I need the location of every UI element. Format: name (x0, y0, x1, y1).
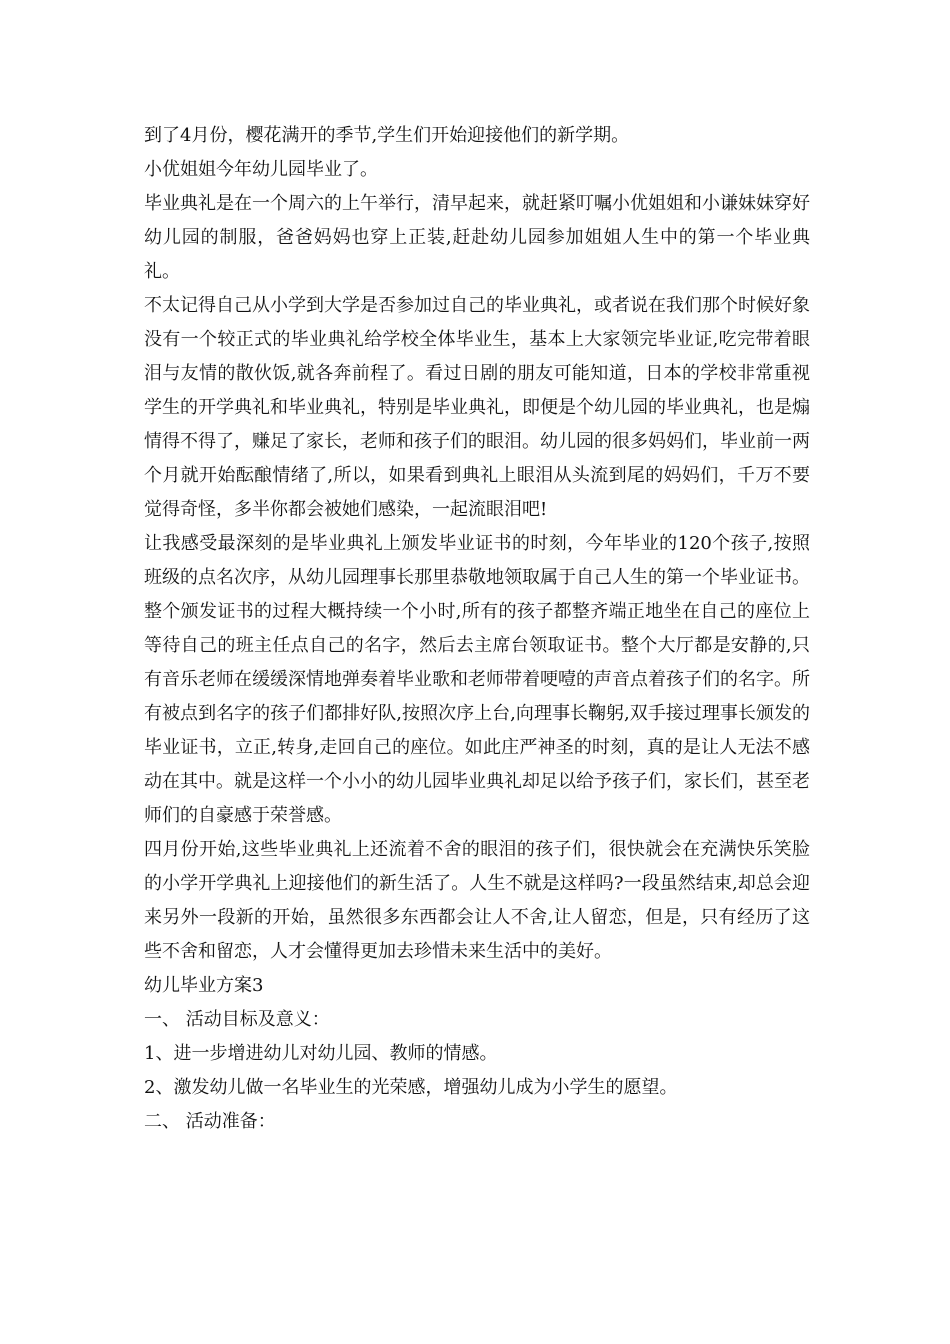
list-item-goal-2: 2、激发幼儿做一名毕业生的光荣感，增强幼儿成为小学生的愿望。 (144, 1077, 678, 1098)
paragraph-new-life: 四月份开始,这些毕业典礼上还流着不舍的眼泪的孩子们，很快就会在充满快乐笑脸的小学开学典礼上迎接他们的新生活了。人生不就是这样吗?一段虽然结束,却总会迎来另外一段新的开始，虽然很多东西都会让人不舍,让人留恋，但是，只有经历了这些不舍和留恋，人才会懂得更加去珍惜未来生活中的美好。 (144, 839, 810, 962)
heading-goals: 一、 活动目标及意义： (144, 1009, 330, 1030)
paragraph-certificates: 让我感受最深刻的是毕业典礼上颁发毕业证书的时刻，今年毕业的120个孩子,按照班级的点名次序，从幼儿园理事长那里恭敬地领取属于自己人生的第一个毕业证书。整个颁发证书的过程大概持续一个小时,所有的孩子都整齐端正地坐在自己的座位上等待自己的班主任点自己的名字，然后去主席台领取证书。整个大厅都是安静的,只有音乐老师在缓缓深情地弹奏着毕业歌和老师带着哽噎的声音点着孩子们的名字。所有被点到名字的孩子们都排好队,按照次序上台,向理事长鞠躬,双手接过理事长颁发的毕业证书，立正,转身,走回自己的座位。如此庄严神圣的时刻，真的是让人无法不感动在其中。就是这样一个小小的幼儿园毕业典礼却足以给予孩子们，家长们，甚至老师们的自豪感于荣誉感。 (144, 533, 810, 826)
heading-preparation: 二、 活动准备： (144, 1111, 276, 1132)
paragraph-graduation: 小优姐姐今年幼儿园毕业了。 (144, 159, 378, 180)
list-item-goal-1: 1、进一步增进幼儿对幼儿园、教师的情感。 (144, 1043, 498, 1064)
section-title: 幼儿毕业方案3 (144, 975, 264, 996)
paragraph-memories: 不太记得自己从小学到大学是否参加过自己的毕业典礼，或者说在我们那个时候好象没有一个较正式的毕业典礼给学校全体毕业生，基本上大家领完毕业证,吃完带着眼泪与友情的散伙饭,就各奔前程了。看过日剧的朋友可能知道，日本的学校非常重视学生的开学典礼和毕业典礼，特别是毕业典礼，即便是个幼儿园的毕业典礼，也是煽情得不得了，赚足了家长，老师和孩子们的眼泪。幼儿园的很多妈妈们，毕业前一两个月就开始酝酿情绪了,所以，如果看到典礼上眼泪从头流到尾的妈妈们，千万不要觉得奇怪，多半你都会被她们感染，一起流眼泪吧! (144, 295, 810, 520)
paragraph-ceremony-morning: 毕业典礼是在一个周六的上午举行，清早起来，就赶紧叮嘱小优姐姐和小谦妹妹穿好幼儿园的制服，爸爸妈妈也穿上正装,赶赴幼儿园参加姐姐人生中的第一个毕业典礼。 (144, 193, 810, 282)
paragraph-intro: 到了4月份，樱花满开的季节,学生们开始迎接他们的新学期。 (144, 125, 630, 146)
document-page (144, 119, 810, 1139)
